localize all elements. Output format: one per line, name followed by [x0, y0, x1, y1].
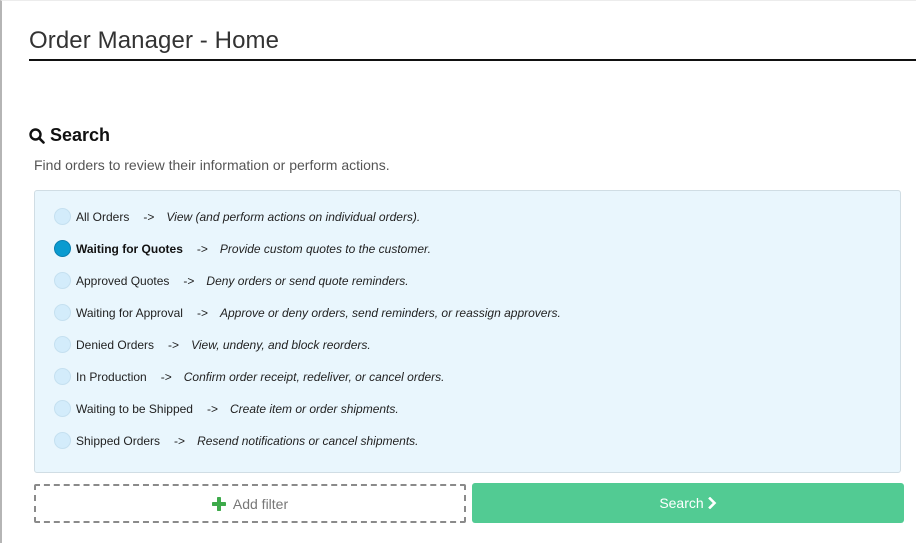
search-section-header [29, 125, 110, 146]
option-description: View (and perform actions on individual orders). [166, 209, 421, 224]
add-filter-button[interactable] [34, 484, 466, 523]
radio-button[interactable] [54, 304, 71, 321]
search-section-title: Search [50, 125, 111, 145]
arrow-separator: -> [196, 241, 208, 256]
option-description: Deny orders or send quote reminders. [206, 273, 409, 288]
radio-button[interactable] [54, 336, 71, 353]
option-waiting-to-be-shipped[interactable] [54, 400, 399, 417]
option-description: Approve or deny orders, send reminders, or reassign approvers. [219, 305, 561, 320]
option-description: Create item or order shipments. [229, 401, 399, 416]
option-label: Shipped Orders [76, 433, 161, 448]
option-label: Denied Orders [76, 337, 155, 352]
option-description: Provide custom quotes to the customer. [219, 241, 431, 256]
option-approved-quotes[interactable] [54, 272, 409, 289]
title-divider [29, 59, 916, 61]
plus-icon [212, 497, 226, 511]
radio-button[interactable] [54, 400, 71, 417]
option-waiting-for-approval[interactable] [54, 304, 561, 321]
arrow-separator: -> [196, 305, 208, 320]
option-description: View, undeny, and block reorders. [191, 337, 371, 352]
search-button-label: Search [659, 495, 704, 511]
radio-button[interactable] [54, 272, 71, 289]
add-filter-label: Add filter [232, 495, 289, 512]
option-all-orders[interactable] [54, 208, 420, 225]
radio-button[interactable] [54, 432, 71, 449]
option-label: In Production [76, 369, 147, 384]
page-title: Order Manager - Home [29, 27, 280, 54]
arrow-separator: -> [174, 433, 186, 448]
search-section-description: Find orders to review their information or perform actions. [34, 157, 390, 173]
arrow-separator: -> [206, 401, 218, 416]
arrow-separator: -> [160, 369, 172, 384]
option-label: Waiting to be Shipped [76, 401, 193, 416]
search-icon [29, 128, 45, 144]
search-button[interactable] [472, 483, 904, 523]
arrow-separator: -> [183, 273, 195, 288]
radio-button[interactable] [54, 208, 71, 225]
option-label: Approved Quotes [76, 273, 170, 288]
option-in-production[interactable] [54, 368, 445, 385]
option-waiting-for-quotes[interactable] [54, 240, 431, 257]
arrow-separator: -> [143, 209, 155, 224]
option-label: All Orders [76, 209, 130, 224]
order-status-options [34, 190, 901, 473]
option-label: Waiting for Approval [76, 305, 183, 320]
option-description: Resend notifications or cancel shipments. [197, 433, 419, 448]
option-denied-orders[interactable] [54, 336, 371, 353]
radio-button[interactable] [54, 368, 71, 385]
radio-button-selected[interactable] [54, 240, 71, 257]
chevron-right-icon [708, 497, 717, 509]
arrow-separator: -> [168, 337, 180, 352]
option-description: Confirm order receipt, redeliver, or cancel orders. [183, 369, 445, 384]
option-label: Waiting for Quotes [76, 241, 183, 256]
option-shipped-orders[interactable] [54, 432, 419, 449]
